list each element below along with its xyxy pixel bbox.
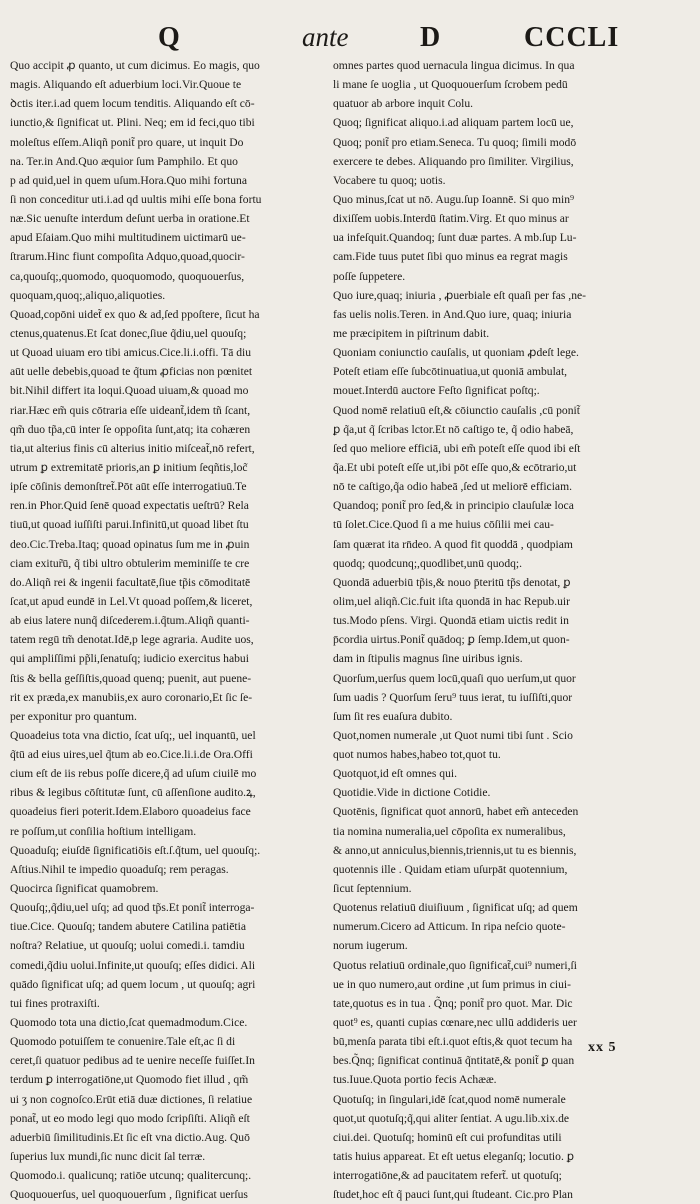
text-line: apud Eſaiam.Quo mihi multitudinem uictimarū ue- [10, 231, 246, 245]
folio-number: CCCLI [524, 22, 620, 53]
text-line: cam.Fide tuus putet ſibi quo minus ea regrat magis [333, 250, 568, 264]
text-line: aduerbiū ſimilitudinis.Et ſic eſt vna dictio.Aug. Quō [10, 1130, 250, 1144]
text-line: ſed quo meliore efficiā, ubi em̃ poteſt eſſe quod ibi eſt [333, 441, 581, 455]
text-line: ciui.dei. Quotuſq; hominū eſt cui profunditas utili [333, 1130, 562, 1144]
text-line: Quondā aduerbiū tp̃is,& nouo p̄teritū tp̃s denotat, ꝑ [333, 575, 571, 589]
text-line: quoadeius fieri poterit.Idem.Elaboro quoadeius face [10, 805, 251, 819]
text-line: bes.Q̃nq; ſignificat continuā q̃ntitatē,& ponit̃ ꝑ quan [333, 1054, 575, 1068]
text-line: q̃tū ad eius uires,uel q̃tum ab eo.Cice.li.i.de Ora.Offi [10, 748, 253, 762]
text-line: noſtra? Relatiue, ut quouſq; uolui comedi.i. tamdiu [10, 939, 245, 953]
text-line: quatuor ab arbore inquit Colu. [333, 97, 474, 111]
text-line: Quoquouerſus, uel quoquouerſum , ſignificat uerſus [10, 1188, 248, 1202]
text-line: mouet.Interdū auctore Feſto ſignificat poſtq;. [333, 384, 540, 398]
text-line: deo.Cic.Treba.Itaq; quoad opinatus ſum me in ꝓuin [10, 537, 250, 551]
text-line: ſcat,ut apud eundē in Lel.Vt quoad poſſem,& liceret, [10, 594, 253, 608]
text-line: ſtrarum.Hinc fiunt compoſita Adquo,quoad,quocir- [10, 250, 245, 264]
text-line: na. Ter.in And.Quo æquior ſum Pamphilo. Et quo [10, 154, 238, 168]
text-line: Quorſum,uerſus quem locū,quaſi quo uerſum,ut quor [333, 671, 576, 685]
text-line: olim,uel aliqñ.Cic.fuit iſta quondā in hac Repub.uir [333, 594, 570, 608]
text-line: per exponitur pro quantum. [10, 709, 137, 723]
text-line: ſam quærat ita rn̄deo. A quod fit quoddā , quodpiam [333, 537, 573, 551]
text-line: comedi,q̃diu uolui.Infinite,ut quouſq; eſſes didici. Ali [10, 958, 256, 972]
text-line: moleſtus eſſem.Aliqñ ponit̃ pro quare, ut inquit Do [10, 135, 244, 149]
text-line: tū ſolet.Cice.Quod ſi a me huius cōſilii mei cau- [333, 518, 554, 532]
text-line: ſum ſit res euaſura dubito. [333, 709, 453, 723]
text-line: omnes partes quod uernacula lingua dicimus. In qua [333, 59, 575, 72]
text-line: quādo ſignificat uſq; ad quem locum , ut quouſq; agri [10, 977, 256, 991]
text-line: dam in ſtipulis magnus ſine uiribus ignis. [333, 652, 523, 666]
text-line: me præcipitem in piſtrinum dabit. [333, 326, 490, 340]
text-line: nō te caſtigo,q̃a odio habeā ,ſed ut meliorē efficiam. [333, 480, 572, 494]
text-line: tiue.Cice. Quouſq; tandem abutere Catilina patiētia [10, 920, 246, 934]
text-line: bū,menſa parata tibi eſt.i.quot eſtis,& quot tecum ha [333, 1035, 573, 1049]
text-line: Quoadeius tota vna dictio, ſcat uſq;, uel inquantū, uel [10, 728, 256, 742]
text-line: Quod nomē relatiuū eſt,& cōiunctio cauſalis ,cū ponit̃ [333, 403, 580, 417]
text-line: ue in quo numero,aut ordine ,ut ſum primus in ciui- [333, 977, 571, 991]
text-line: Quo iure,quaq; iniuria , ꝓuerbiale eſt quaſi per fas ,ne- [333, 288, 587, 302]
text-line: quot,ut quotuſq;q̃,qui aliter ſentiat. A ugu.lib.xix.de [333, 1111, 570, 1125]
text-line: quot numos habes,habeo tot,quot tu. [333, 748, 501, 762]
text-line: Quotquot,id eſt omnes qui. [333, 767, 457, 781]
text-line: tatem regū tm̃ denotat.Idē,p lege agraria. Audite uos, [10, 633, 254, 647]
text-line: & anno,ut anniculus,biennis,triennis,ut tu es biennis, [333, 843, 577, 857]
text-line: exercere te debes. Aliquando pro ſimiliter. Virgilius, [333, 154, 574, 168]
text-line: Quo accipit ꝓ quanto, ut cum dicimus. Eo magis, quo [10, 59, 260, 72]
text-line: bit.Nihil differt ita loqui.Quoad uiuam,& quoad mo [10, 384, 249, 398]
text-line: quotennis ille . Quidam etiam uſurpāt quotennium, [333, 862, 568, 876]
text-line: Quouſq;,q̃diu,uel uſq; ad quod tp̃s.Et ponit̃ interroga- [10, 901, 255, 915]
text-line: riar.Hæc em̃ quis cōtraria eſſe uideant̃,idem tñ ſcant, [10, 403, 251, 417]
text-line: ipſe cōſinis demonſtret̃.Pōt aūt eſſe interrogatiuū.Te [10, 480, 247, 494]
text-line: p̄cordia uirtus.Ponit̃ quādoq; ꝑ ſemp.Idem,ut quon- [333, 633, 570, 647]
running-head-word: ante [302, 22, 349, 52]
text-line: ſuperius lux mundi,ſic nunc dicit ſal terræ. [10, 1150, 206, 1164]
text-line: ſum uadis ? Quorſum ſeru⁹ tuus ierat, tu iuſſiſti,quor [333, 690, 573, 704]
text-line: norum iugerum. [333, 939, 408, 953]
text-line: Quoaduſq; eiuſdē ſignificatiōis eſt.ſ.q̃tum, uel quouſq;. [10, 843, 261, 857]
text-line: tus.Modo pſens. Virgi. Quondā etiam uictis redit in [333, 614, 569, 628]
text-line: tiuū,ut quoad iuſſiſti parui.Infinitū,ut quoad libet ſtu [10, 518, 249, 532]
text-line: Poteſt etiam eſſe ſubcōtinuatiua,ut quoniā ambulat, [333, 365, 568, 379]
text-line: ꝑ q̃a,ut q̃ ſcribas lctor.Et nō caſtigo te, q̃ odio habeā, [333, 422, 574, 436]
text-line: ſtudet,hoc eſt q̃ pauci ſunt,qui ſtudeant. Cic.pro Plan [333, 1188, 573, 1202]
text-line: interrogatiōne,& ad paucitatem refert̃. ut quotuſq; [333, 1169, 562, 1183]
text-line: ua infeſquit.Quandoq; ſunt duæ partes. A mb.ſup Lu- [333, 231, 577, 245]
text-line: ctenus,quatenus.Et ſcat donec,ſiue q̃diu,uel quouſq; [10, 326, 247, 340]
text-line: utrum ꝑ extremitatē prioris,an ꝑ initium ſeqñtis,loc̃ [10, 460, 248, 474]
text-line: qm̃ duo tp̃a,cū inter ſe oppoſita ſunt,atq; ita cohæren [10, 422, 251, 436]
text-line: ciam exitur̃ū, q̃ tibi ultro obtulerim meminiſſe te cre [10, 556, 250, 570]
left-column [10, 56, 330, 1204]
text-line: Quomodo tota una dictio,ſcat quemadmodum.Cice. [10, 1016, 248, 1030]
text-line: dixiſſem uobis.Interdū ſtatim.Virg. Et quo minus ar [333, 212, 569, 226]
text-line: ut Quoad uiuam ero tibi amicus.Cice.li.i.offi. Tā diu [10, 346, 252, 360]
text-line: tatis huius appareat. Et eſt uetus eleganſq; locutio. ꝑ [333, 1150, 575, 1164]
text-line: p ad quid,uel in quem uſum.Hora.Quo mihi fortuna [10, 173, 247, 187]
text-line: Quandoq; ponit̃ pro ſed,& in principio clauſulæ loca [333, 499, 574, 513]
text-line: ꝺctis iter.i.ad quem locum tenditis. Aliquando eſt cō- [10, 97, 255, 111]
text-line: tia nomina numeralia,uel cōpoſita ex numeralibus, [333, 824, 566, 838]
text-line: ui ʒ non cognoſco.Erūt etiā duæ dictiones, ſi relatiue [10, 1092, 253, 1106]
text-line: quot⁹ es, quanti cupias cœnare,nec ullū addideris uer [333, 1016, 577, 1030]
text-line: q̃a.Et ubi poteſt eſſe ut,ibi pōt eſſe quo,& ecōtrario,ut [333, 460, 577, 474]
text-line: Aſtius.Nihil te impedio quoaduſq; rem peragas. [10, 862, 229, 876]
text-line: Quo minus,ſcat ut nō. Augu.ſup Ioannē. Si quo min⁹ [333, 192, 575, 206]
text-line: Quotuſq; in ſingulari,idē ſcat,quod nomē numerale [333, 1092, 566, 1106]
text-line: ceret,ſi quatuor pedibus ad te uenire neceſſe fuiſſet.In [10, 1054, 255, 1068]
running-head-letter-second: D [420, 22, 441, 53]
text-line: ponat̃, ut eo modo legi quo modo ſcripſiſti. Aliqñ eſt [10, 1111, 250, 1125]
text-line: ribus & legibus cōſtitutæ ſunt, cū aſſenſione audito.ꝝ, [10, 786, 256, 800]
text-line: næ.Sic uenuſte interdum deſunt uerba in oratione.Et [10, 212, 250, 226]
signature-mark: xx 5 [588, 1040, 617, 1055]
text-line: iunctio,& ſignificat ut. Plini. Neq; em id feci,quo tibi [10, 116, 255, 130]
text-line: Quotus relatiuū ordinale,quo ſignificat̃,cui⁹ numeri,ſi [333, 958, 577, 972]
text-line: Quotidie.Vide in dictione Cotidie. [333, 786, 491, 800]
text-line: tate,quotus es in tua . Q̃nq; ponit̃ pro quot. Mar. Dic [333, 996, 573, 1010]
text-line: re poſſum,ut conſilia hoſtium intelligam. [10, 824, 197, 838]
text-line: tia,ut alterius finis cū alterius initio miſceat̃,nō refert, [10, 441, 255, 455]
text-line: ſtis & bella geſſiſtis,quoad quenq; puenit, aut puene- [10, 671, 252, 685]
text-line: Quoniam coniunctio cauſalis, ut quoniam ꝓdeſt lege. [333, 346, 579, 360]
text-line: ſicut ſeptennium. [333, 882, 412, 896]
text-line: fas uelis nolis.Teren. in And.Quo iure, quaq; iniuria [333, 307, 572, 321]
text-line: rit ex præda,ex manubiis,ex auro coronario,Et ſic ſe- [10, 690, 253, 704]
text-line: tus.Iuue.Quota portio fecis Achææ. [333, 1073, 497, 1087]
text-line: magis. Aliquando eſt aduerbium loci.Vir.Quoue te [10, 78, 242, 92]
text-line: Quoq; ſignificat aliquo.i.ad aliquam partem locū ue, [333, 116, 574, 130]
text-line: quodq; quodcunq;,quodlibet,unū quodq;. [333, 556, 523, 570]
text-line: cium eſt de iis rebus poſſe dicere,q̃ ad uſum ciuilē mo [10, 767, 257, 781]
text-line: aūt uelle debebis,quoad te q̃tum ꝓficias non pœnitet [10, 365, 253, 379]
text-line: terdum ꝑ interrogatiōne,ut Quomodo fiet illud , qm̃ [10, 1073, 249, 1087]
text-line: Quot,nomen numerale ,ut Quot numi tibi ſunt . Scio [333, 728, 573, 742]
text-line: qui ampliſſimi pp̃li,ſenatuſq; iudicio exercitus habui [10, 652, 249, 666]
text-line: tui fines protraxiſti. [10, 996, 100, 1010]
text-line: do.Aliqñ rei & ingenii facultatē,ſiue tp̃is cōmoditatē [10, 575, 251, 589]
text-line: ca,quouſq;,quomodo, quoquomodo, quoquouerſus, [10, 269, 245, 283]
text-line: Vocabere tu quoq; uotis. [333, 173, 446, 187]
text-line: Quocirca ſignificat quamobrem. [10, 882, 159, 896]
text-line: Quotenus relatiuū diuiſiuum , ſignificat uſq; ad quem [333, 901, 578, 915]
text-line: Quotēnis, ſignificat quot annorū, habet em̃ anteceden [333, 805, 579, 819]
running-head-letter: Q [158, 22, 180, 53]
text-line: numerum.Cicero ad Atticum. In ripa neſcio quote- [333, 920, 566, 934]
text-line: Quomodo potuiſſem te conuenire.Tale eſt,ac ſi di [10, 1035, 236, 1049]
text-line: poſſe ſuppetere. [333, 269, 406, 283]
text-line: li mane ſe uoglia , ut Quoquouerſum ſcrobem pedū [333, 78, 568, 92]
text-line: Quomodo.i. qualicunq; ratiōe utcunq; qualitercunq;. [10, 1169, 252, 1183]
right-column [333, 56, 669, 1204]
text-line: ren.in Phor.Quid ſenē quoad expectatis ueſtrū? Rela [10, 499, 249, 513]
text-line: ſi non conceditur uti.i.ad qd uultis mihi eſſe bona fortu [10, 192, 262, 206]
text-line: quoquam,quoq;,aliquo,aliquoties. [10, 288, 166, 302]
text-line: Quoad,copōni uidet̃ ex quo & ad,ſed ppoſtere, ſicut ha [10, 307, 260, 321]
text-line: ab eius latere nunq̃ diſcederem.i.q̃tum.Aliqñ quanti- [10, 614, 250, 628]
text-line: Quoq; ponit̃ pro etiam.Seneca. Tu quoq; ſimili modō [333, 135, 577, 149]
